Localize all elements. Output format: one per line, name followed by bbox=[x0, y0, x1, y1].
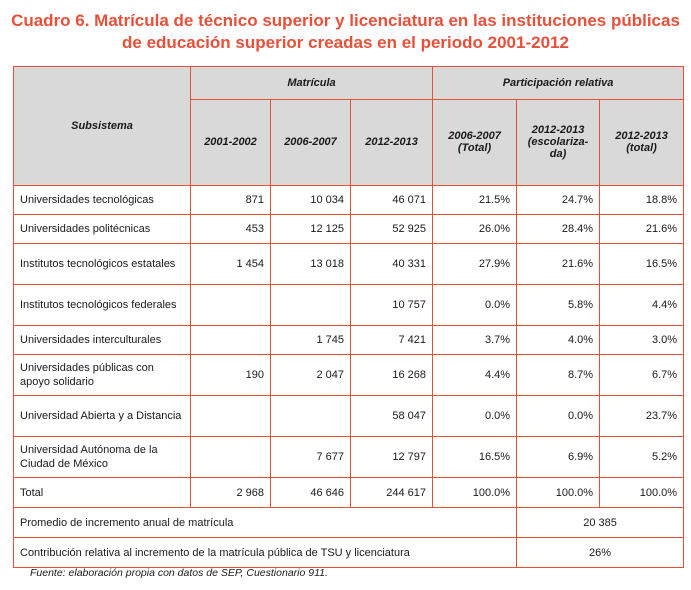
cell: 16.5% bbox=[433, 437, 517, 478]
header-col-2: 2006-2007 bbox=[271, 99, 351, 185]
summary-value: 20 385 bbox=[517, 508, 684, 538]
cell: 18.8% bbox=[600, 186, 684, 215]
title-line-1: Cuadro 6. Matrícula de técnico superior y licenciatura en las instituciones públicas bbox=[11, 11, 680, 30]
cell: 13 018 bbox=[271, 244, 351, 285]
cell: 12 125 bbox=[271, 215, 351, 244]
cell: 2 047 bbox=[271, 355, 351, 396]
header-col-5: 2012-2013 (escolariza-da) bbox=[517, 99, 600, 185]
table-row bbox=[14, 355, 684, 396]
cell: 52 925 bbox=[351, 215, 433, 244]
cell: 7 677 bbox=[271, 437, 351, 478]
source-note: Fuente: elaboración propia con datos de SEP, Cuestionario 911. bbox=[30, 567, 328, 579]
cell: 10 034 bbox=[271, 186, 351, 215]
table-row bbox=[14, 186, 684, 215]
cell: 21.5% bbox=[433, 186, 517, 215]
summary-label: Promedio de incremento anual de matrícula bbox=[14, 508, 517, 538]
cell: 100.0% bbox=[433, 478, 517, 508]
cell bbox=[271, 285, 351, 326]
cell: 26.0% bbox=[433, 215, 517, 244]
cell: 27.9% bbox=[433, 244, 517, 285]
title-line-2: de educación superior creadas en el periodo 2001-2012 bbox=[122, 33, 569, 52]
summary-row bbox=[14, 538, 684, 568]
table-row bbox=[14, 326, 684, 355]
header-col-6: 2012-2013 (total) bbox=[600, 99, 684, 185]
cell: 871 bbox=[191, 186, 271, 215]
header-col-3: 2012-2013 bbox=[351, 99, 433, 185]
row-label: Total bbox=[14, 478, 191, 508]
cell bbox=[271, 396, 351, 437]
cell: 8.7% bbox=[517, 355, 600, 396]
table-row-total bbox=[14, 478, 684, 508]
header-row-top bbox=[14, 67, 684, 100]
cell: 4.0% bbox=[517, 326, 600, 355]
cell: 28.4% bbox=[517, 215, 600, 244]
cell: 190 bbox=[191, 355, 271, 396]
table-row bbox=[14, 244, 684, 285]
cell: 1 745 bbox=[271, 326, 351, 355]
cell: 5.8% bbox=[517, 285, 600, 326]
cell: 244 617 bbox=[351, 478, 433, 508]
cell: 0.0% bbox=[433, 396, 517, 437]
table-row bbox=[14, 437, 684, 478]
cell: 21.6% bbox=[517, 244, 600, 285]
cell: 5.2% bbox=[600, 437, 684, 478]
table-row bbox=[14, 396, 684, 437]
header-participacion: Participación relativa bbox=[433, 67, 684, 100]
row-label: Universidad Abierta y a Distancia bbox=[14, 396, 191, 437]
cell: 3.7% bbox=[433, 326, 517, 355]
cell: 6.9% bbox=[517, 437, 600, 478]
summary-value: 26% bbox=[517, 538, 684, 568]
cell bbox=[191, 285, 271, 326]
row-label: Institutos tecnológicos federales bbox=[14, 285, 191, 326]
cell: 40 331 bbox=[351, 244, 433, 285]
cell: 10 757 bbox=[351, 285, 433, 326]
header-matricula: Matrícula bbox=[191, 67, 433, 100]
header-col-1: 2001-2002 bbox=[191, 99, 271, 185]
cell: 3.0% bbox=[600, 326, 684, 355]
cell: 58 047 bbox=[351, 396, 433, 437]
cell: 24.7% bbox=[517, 186, 600, 215]
cell: 46 071 bbox=[351, 186, 433, 215]
cell bbox=[191, 326, 271, 355]
table-title bbox=[0, 10, 691, 54]
cell: 2 968 bbox=[191, 478, 271, 508]
cell: 0.0% bbox=[517, 396, 600, 437]
cell: 46 646 bbox=[271, 478, 351, 508]
table-row bbox=[14, 285, 684, 326]
cell: 453 bbox=[191, 215, 271, 244]
cell: 6.7% bbox=[600, 355, 684, 396]
cell: 100.0% bbox=[517, 478, 600, 508]
row-label: Universidades interculturales bbox=[14, 326, 191, 355]
cell: 16.5% bbox=[600, 244, 684, 285]
header-col-4: 2006-2007 (Total) bbox=[433, 99, 517, 185]
summary-label: Contribución relativa al incremento de la matrícula pública de TSU y licenciatura bbox=[14, 538, 517, 568]
row-label: Universidades tecnológicas bbox=[14, 186, 191, 215]
cell: 7 421 bbox=[351, 326, 433, 355]
row-label: Institutos tecnológicos estatales bbox=[14, 244, 191, 285]
enrollment-table bbox=[13, 66, 684, 568]
cell: 12 797 bbox=[351, 437, 433, 478]
cell: 23.7% bbox=[600, 396, 684, 437]
cell: 1 454 bbox=[191, 244, 271, 285]
cell: 4.4% bbox=[600, 285, 684, 326]
header-subsistema: Subsistema bbox=[14, 67, 191, 186]
row-label: Universidades públicas con apoyo solidario bbox=[14, 355, 191, 396]
cell: 21.6% bbox=[600, 215, 684, 244]
cell bbox=[191, 437, 271, 478]
cell: 0.0% bbox=[433, 285, 517, 326]
row-label: Universidades politécnicas bbox=[14, 215, 191, 244]
cell bbox=[191, 396, 271, 437]
cell: 100.0% bbox=[600, 478, 684, 508]
cell: 16 268 bbox=[351, 355, 433, 396]
summary-row bbox=[14, 508, 684, 538]
table-row bbox=[14, 215, 684, 244]
cell: 4.4% bbox=[433, 355, 517, 396]
row-label: Universidad Autónoma de la Ciudad de México bbox=[14, 437, 191, 478]
